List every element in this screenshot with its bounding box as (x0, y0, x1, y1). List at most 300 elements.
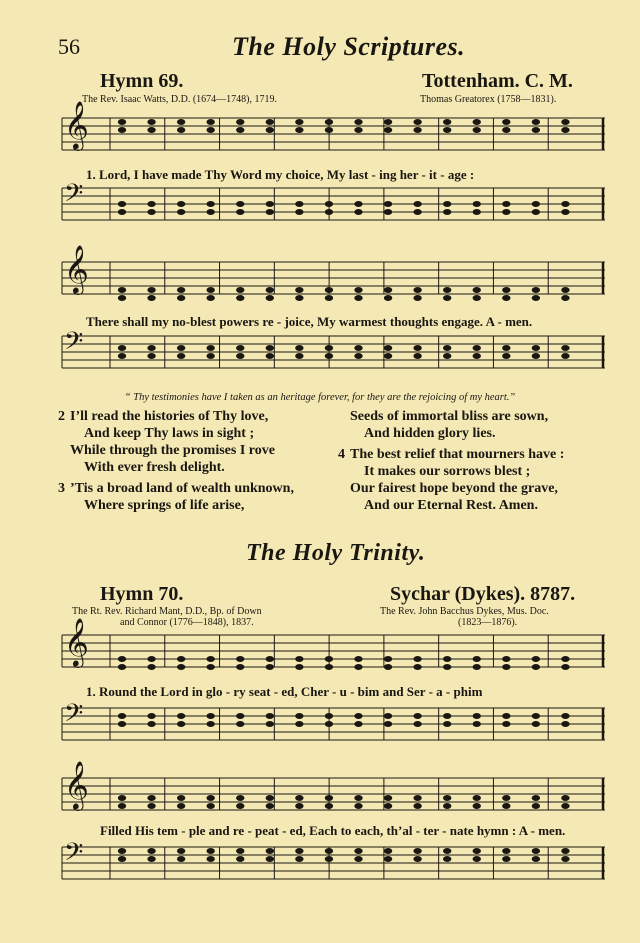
note-head (206, 656, 214, 662)
note-head (502, 119, 510, 125)
note-head (118, 795, 126, 801)
note-head (354, 345, 362, 351)
note-head (502, 848, 510, 854)
note-head (443, 201, 451, 207)
note-head (413, 209, 421, 215)
note-head (413, 856, 421, 862)
note-head (354, 119, 362, 125)
note-head (266, 721, 274, 727)
hymn-70-lyric-line-2: Filled His tem - ple and re - peat - ed, Each to each, th’al - ter - nate hymn : A - men. (100, 823, 566, 838)
note-head (147, 287, 155, 293)
note-head (295, 119, 303, 125)
note-head (325, 295, 333, 301)
note-head (354, 209, 362, 215)
note-head (325, 856, 333, 862)
note-head (206, 201, 214, 207)
note-head (325, 713, 333, 719)
note-head (147, 345, 155, 351)
note-head (325, 664, 333, 670)
hymn-69-lyric-line-2: There shall my no-blest powers re - joice, My warmest thoughts engage. A - men. (86, 314, 533, 329)
note-head (118, 295, 126, 301)
note-head (384, 345, 392, 351)
note-head (118, 848, 126, 854)
bass-clef-icon: 𝄢 (64, 327, 84, 362)
hymn-69-lyric-line-1: 1. Lord, I have made Thy Word my choice, My last - ing her - it - age : (86, 167, 475, 182)
note-head (502, 664, 510, 670)
note-head (413, 353, 421, 359)
note-head (147, 664, 155, 670)
note-head (266, 353, 274, 359)
note-head (443, 856, 451, 862)
note-head (443, 656, 451, 662)
note-head (502, 353, 510, 359)
hymn-70-author-line-2: and Connor (1776—1848), 1837. (120, 617, 254, 628)
hymn-70-lyric-line-1: 1. Round the Lord in glo - ry seat - ed, Cher - u - bim and Ser - a - phim (86, 684, 483, 699)
hymn-69-composer: Thomas Greatorex (1758—1831). (420, 94, 557, 105)
note-head (354, 127, 362, 133)
note-head (236, 721, 244, 727)
note-head (502, 656, 510, 662)
note-head (325, 209, 333, 215)
note-head (295, 848, 303, 854)
note-head (118, 656, 126, 662)
note-head (473, 664, 481, 670)
note-head (295, 287, 303, 293)
note-head (236, 201, 244, 207)
note-head (177, 664, 185, 670)
note-head (473, 856, 481, 862)
note-head (266, 119, 274, 125)
note-head (236, 209, 244, 215)
note-head (147, 713, 155, 719)
note-head (413, 127, 421, 133)
note-head (561, 345, 569, 351)
note-head (295, 127, 303, 133)
note-head (354, 856, 362, 862)
note-head (443, 353, 451, 359)
note-head (147, 721, 155, 727)
verse-line: ’Tis a broad land of wealth unknown, (70, 481, 294, 496)
verse-line: And our Eternal Rest. Amen. (364, 498, 538, 513)
note-head (266, 803, 274, 809)
note-head (295, 721, 303, 727)
note-head (266, 201, 274, 207)
note-head (443, 848, 451, 854)
note-head (206, 353, 214, 359)
note-head (325, 119, 333, 125)
note-head (118, 345, 126, 351)
note-head (413, 295, 421, 301)
note-head (295, 856, 303, 862)
note-head (177, 209, 185, 215)
note-head (413, 795, 421, 801)
bass-clef-icon: 𝄢 (64, 838, 84, 873)
verse-number: 3 (58, 481, 65, 496)
note-head (561, 713, 569, 719)
note-head (413, 287, 421, 293)
note-head (413, 713, 421, 719)
note-head (206, 664, 214, 670)
page-number: 56 (58, 34, 80, 59)
note-head (206, 856, 214, 862)
note-head (118, 287, 126, 293)
note-head (532, 721, 540, 727)
note-head (147, 201, 155, 207)
note-head (473, 119, 481, 125)
note-head (177, 201, 185, 207)
note-head (443, 713, 451, 719)
note-head (473, 201, 481, 207)
note-head (384, 119, 392, 125)
note-head (532, 209, 540, 215)
note-head (147, 209, 155, 215)
note-head (502, 127, 510, 133)
treble-clef-icon: 𝄞 (64, 100, 89, 149)
note-head (443, 295, 451, 301)
note-head (206, 803, 214, 809)
note-head (147, 119, 155, 125)
note-head (502, 713, 510, 719)
note-head (532, 295, 540, 301)
note-head (236, 795, 244, 801)
note-head (473, 803, 481, 809)
note-head (236, 656, 244, 662)
note-head (118, 664, 126, 670)
note-head (384, 856, 392, 862)
note-head (236, 856, 244, 862)
note-head (236, 664, 244, 670)
note-head (473, 713, 481, 719)
note-head (473, 656, 481, 662)
note-head (413, 201, 421, 207)
note-head (266, 295, 274, 301)
verse-4 (338, 446, 565, 514)
note-head (295, 795, 303, 801)
note-head (147, 656, 155, 662)
treble-clef-icon: 𝄞 (64, 617, 89, 666)
note-head (325, 353, 333, 359)
note-head (236, 848, 244, 854)
note-head (354, 201, 362, 207)
note-head (413, 656, 421, 662)
note-head (118, 201, 126, 207)
note-head (384, 656, 392, 662)
note-head (147, 803, 155, 809)
note-head (384, 287, 392, 293)
note-head (502, 856, 510, 862)
note-head (295, 201, 303, 207)
note-head (354, 353, 362, 359)
note-head (325, 345, 333, 351)
note-head (354, 795, 362, 801)
verse-line: Where springs of life arise, (84, 498, 245, 513)
note-head (532, 656, 540, 662)
note-head (473, 721, 481, 727)
note-head (147, 353, 155, 359)
note-head (384, 201, 392, 207)
bass-clef-icon: 𝄢 (64, 179, 84, 214)
note-head (443, 119, 451, 125)
treble-clef-icon: 𝄞 (64, 244, 89, 293)
verse-line: Seeds of immortal bliss are sown, (350, 409, 549, 424)
note-head (473, 848, 481, 854)
note-head (384, 795, 392, 801)
note-head (177, 287, 185, 293)
hymn-70-composer-line-2: (1823—1876). (458, 617, 518, 628)
note-head (295, 345, 303, 351)
note-head (295, 656, 303, 662)
note-head (236, 127, 244, 133)
note-head (473, 345, 481, 351)
note-head (473, 209, 481, 215)
note-head (473, 795, 481, 801)
note-head (118, 856, 126, 862)
section-title: The Holy Trinity. (246, 540, 426, 566)
note-head (413, 721, 421, 727)
note-head (177, 656, 185, 662)
note-head (147, 795, 155, 801)
verse-number: 4 (338, 447, 345, 462)
verse-line: It makes our sorrows blest ; (364, 464, 531, 479)
note-head (413, 664, 421, 670)
note-head (502, 803, 510, 809)
note-head (177, 353, 185, 359)
note-head (502, 201, 510, 207)
note-head (236, 119, 244, 125)
note-head (561, 856, 569, 862)
note-head (532, 201, 540, 207)
note-head (325, 721, 333, 727)
note-head (443, 721, 451, 727)
bass-clef-icon: 𝄢 (64, 699, 84, 734)
verse-line: And hidden glory lies. (364, 426, 496, 441)
verse-line: I’ll read the histories of Thy love, (70, 409, 269, 424)
note-head (118, 803, 126, 809)
note-head (473, 295, 481, 301)
note-head (206, 721, 214, 727)
note-head (532, 287, 540, 293)
note-head (206, 848, 214, 854)
note-head (473, 287, 481, 293)
note-head (384, 803, 392, 809)
note-head (295, 209, 303, 215)
note-head (561, 353, 569, 359)
note-head (236, 803, 244, 809)
note-head (325, 127, 333, 133)
note-head (206, 119, 214, 125)
note-head (266, 713, 274, 719)
note-head (147, 127, 155, 133)
note-head (384, 721, 392, 727)
note-head (266, 209, 274, 215)
note-head (177, 856, 185, 862)
note-head (561, 848, 569, 854)
note-head (206, 345, 214, 351)
verse-line: Our fairest hope beyond the grave, (350, 481, 558, 496)
note-head (266, 848, 274, 854)
note-head (118, 353, 126, 359)
note-head (177, 795, 185, 801)
note-head (325, 656, 333, 662)
note-head (147, 295, 155, 301)
note-head (561, 795, 569, 801)
note-head (354, 713, 362, 719)
note-head (354, 295, 362, 301)
note-head (502, 721, 510, 727)
note-head (295, 664, 303, 670)
note-head (266, 656, 274, 662)
note-head (177, 119, 185, 125)
note-head (354, 721, 362, 727)
note-head (206, 295, 214, 301)
note-head (473, 127, 481, 133)
note-head (384, 664, 392, 670)
note-head (413, 119, 421, 125)
note-head (147, 848, 155, 854)
note-head (384, 127, 392, 133)
note-head (266, 664, 274, 670)
note-head (532, 848, 540, 854)
note-head (532, 119, 540, 125)
hymn-70-composer-line-1: The Rev. John Bacchus Dykes, Mus. Doc. (380, 606, 549, 617)
note-head (266, 287, 274, 293)
note-head (177, 848, 185, 854)
note-head (325, 803, 333, 809)
verse-line: With ever fresh delight. (84, 460, 225, 475)
note-head (532, 856, 540, 862)
note-head (236, 345, 244, 351)
hymn-69-number: Hymn 69. (100, 70, 184, 92)
note-head (177, 127, 185, 133)
note-head (502, 795, 510, 801)
note-head (295, 803, 303, 809)
note-head (532, 664, 540, 670)
note-head (413, 803, 421, 809)
note-head (295, 713, 303, 719)
note-head (443, 803, 451, 809)
note-head (266, 856, 274, 862)
note-head (325, 848, 333, 854)
note-head (532, 127, 540, 133)
verse-number: 2 (58, 409, 65, 424)
note-head (443, 664, 451, 670)
verse-3 (58, 480, 294, 514)
note-head (325, 201, 333, 207)
note-head (443, 795, 451, 801)
note-head (118, 119, 126, 125)
note-head (502, 295, 510, 301)
note-head (443, 209, 451, 215)
page-header-title: The Holy Scriptures. (232, 32, 466, 61)
note-head (561, 127, 569, 133)
note-head (384, 209, 392, 215)
treble-clef-icon: 𝄞 (64, 760, 89, 809)
note-head (177, 713, 185, 719)
note-head (354, 848, 362, 854)
note-head (532, 795, 540, 801)
note-head (532, 345, 540, 351)
hymn-70-author-line-1: The Rt. Rev. Richard Mant, D.D., Bp. of Down (72, 606, 262, 617)
verse-3-continued (350, 408, 548, 442)
note-head (206, 795, 214, 801)
hymn-70-number: Hymn 70. (100, 583, 184, 605)
note-head (413, 345, 421, 351)
note-head (384, 353, 392, 359)
note-head (384, 848, 392, 854)
note-head (384, 295, 392, 301)
note-head (236, 287, 244, 293)
verse-2 (58, 408, 275, 476)
note-head (236, 295, 244, 301)
note-head (206, 209, 214, 215)
note-head (325, 287, 333, 293)
verse-line: And keep Thy laws in sight ; (84, 426, 255, 441)
note-head (561, 664, 569, 670)
note-head (118, 713, 126, 719)
note-head (266, 795, 274, 801)
note-head (118, 721, 126, 727)
note-head (561, 201, 569, 207)
note-head (354, 803, 362, 809)
note-head (473, 353, 481, 359)
note-head (561, 656, 569, 662)
note-head (443, 127, 451, 133)
note-head (236, 713, 244, 719)
hymn-70-tune: Sychar (Dykes). 8787. (390, 583, 576, 605)
note-head (561, 721, 569, 727)
note-head (354, 287, 362, 293)
note-head (177, 803, 185, 809)
note-head (206, 287, 214, 293)
note-head (561, 119, 569, 125)
hymn-69-author: The Rev. Isaac Watts, D.D. (1674—1748), 1719. (82, 94, 277, 105)
note-head (532, 713, 540, 719)
note-head (502, 287, 510, 293)
note-head (443, 345, 451, 351)
note-head (236, 353, 244, 359)
note-head (561, 209, 569, 215)
note-head (177, 295, 185, 301)
note-head (118, 209, 126, 215)
note-head (354, 656, 362, 662)
verse-line: While through the promises I rove (70, 443, 275, 458)
note-head (413, 848, 421, 854)
note-head (443, 287, 451, 293)
verse-line: The best relief that mourners have : (350, 447, 565, 462)
note-head (177, 345, 185, 351)
note-head (206, 127, 214, 133)
note-head (502, 209, 510, 215)
note-head (177, 721, 185, 727)
note-head (266, 127, 274, 133)
note-head (295, 295, 303, 301)
note-head (118, 127, 126, 133)
note-head (502, 345, 510, 351)
note-head (532, 353, 540, 359)
note-head (325, 795, 333, 801)
note-head (354, 664, 362, 670)
note-head (295, 353, 303, 359)
note-head (384, 713, 392, 719)
hymn-69-tune: Tottenham. C. M. (422, 70, 573, 92)
note-head (266, 345, 274, 351)
note-head (561, 287, 569, 293)
note-head (561, 295, 569, 301)
note-head (532, 803, 540, 809)
note-head (561, 803, 569, 809)
note-head (147, 856, 155, 862)
note-head (206, 713, 214, 719)
